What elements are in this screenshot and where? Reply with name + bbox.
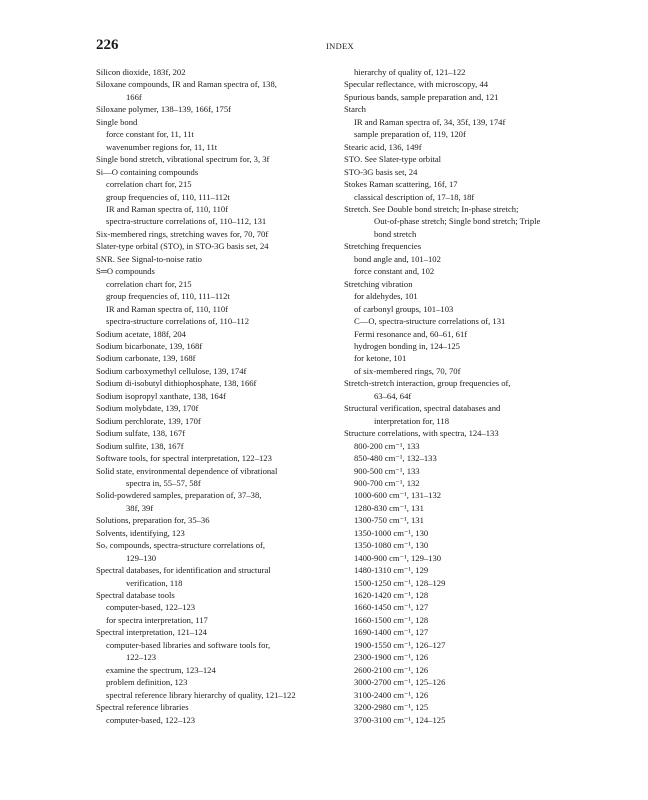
index-entry: spectra-structure correlations of, 110–112, 131 — [106, 216, 267, 227]
index-entry: Solid state, environmental dependence of vibrational — [96, 465, 278, 476]
index-entry: force constant for, 11, 11t — [106, 129, 194, 140]
index-entry: Stretch. See Double bond stretch; In-phase stretch; — [344, 203, 519, 214]
index-entry: 1900-1550 cm⁻¹, 126–127 — [354, 639, 446, 650]
index-entry: 1400-900 cm⁻¹, 129–130 — [354, 552, 442, 563]
index-entry: 63–64, 64f — [374, 390, 412, 401]
index-entry: Single bond — [96, 116, 138, 127]
index-entry: 1000-600 cm⁻¹, 131–132 — [354, 490, 442, 501]
index-entry: Stearic acid, 136, 149f — [344, 141, 422, 152]
index-entry: hierarchy of quality of, 121–122 — [354, 67, 466, 77]
index-entry: computer-based, 122–123 — [106, 714, 196, 725]
index-entry: Structure correlations, with spectra, 124–133 — [344, 428, 499, 439]
index-entry: 3100-2400 cm⁻¹, 126 — [354, 689, 429, 700]
index-entry: Siloxane polymer, 138–139, 166f, 175f — [96, 104, 231, 115]
index-entry: Soₓ compounds, spectra-structure correlations of, — [96, 540, 266, 551]
index-entry: interpretation for, 118 — [374, 415, 449, 426]
index-entry: 129–130 — [126, 552, 157, 563]
index-entry: Silicon dioxide, 183f, 202 — [96, 67, 186, 77]
index-entry: for ketone, 101 — [354, 353, 407, 364]
index-entry: Sodium di-isobutyl dithiophosphate, 138, 166f — [96, 378, 257, 389]
index-entry: 850-480 cm⁻¹, 132–133 — [354, 453, 437, 464]
index-entry: Spectral databases, for identification and structural — [96, 565, 271, 576]
index-entry: 1500-1250 cm⁻¹, 128–129 — [354, 577, 446, 588]
index-entry: for aldehydes, 101 — [354, 291, 418, 302]
index-entry: Sodium bicarbonate, 139, 168f — [96, 340, 203, 351]
index-entry: 1280-830 cm⁻¹, 131 — [354, 502, 424, 513]
index-entry: computer-based, 122–123 — [106, 602, 196, 613]
index-entry: S═O compounds — [96, 266, 155, 277]
index-entry: STO. See Slater-type orbital — [344, 154, 442, 165]
index-entry: group frequencies of, 110, 111–112t — [106, 191, 230, 202]
index-entry: Sodium molybdate, 139, 170f — [96, 403, 199, 414]
index-entry: 1350-1000 cm⁻¹, 130 — [354, 527, 429, 538]
index-entry: examine the spectrum, 123–124 — [106, 664, 216, 675]
index-entry: Sodium acetate, 188f, 204 — [96, 328, 186, 339]
index-entry: correlation chart for, 215 — [106, 278, 192, 289]
index-entry: force constant and, 102 — [354, 266, 435, 277]
index-entry: Specular reflectance, with microscopy, 44 — [344, 79, 489, 90]
index-entry: Single bond stretch, vibrational spectrum for, 3, 3f — [96, 154, 270, 165]
index-entry: Sodium sulfate, 138, 167f — [96, 428, 186, 439]
index-entry: Software tools, for spectral interpretation, 122–123 — [96, 453, 272, 464]
index-entry: 38f, 39f — [126, 502, 154, 513]
index-entry: Siloxane compounds, IR and Raman spectra of, 138, — [96, 79, 277, 90]
index-entry: Spurious bands, sample preparation and, 121 — [344, 91, 499, 102]
index-entry: Spectral reference libraries — [96, 702, 189, 713]
index-entry: Solvents, identifying, 123 — [96, 527, 185, 538]
index-entry: Sodium carboxymethyl cellulose, 139, 174f — [96, 365, 247, 376]
index-entry: C—O, spectra-structure correlations of, 131 — [354, 316, 506, 327]
index-entry: 3200-2980 cm⁻¹, 125 — [354, 702, 429, 713]
index-entry: group frequencies of, 110, 111–112t — [106, 291, 230, 302]
index-entry: verification, 118 — [126, 577, 183, 588]
index-entry: 1300-750 cm⁻¹, 131 — [354, 515, 424, 526]
index-entry: of six-membered rings, 70, 70f — [354, 365, 461, 376]
index-entry: 900-700 cm⁻¹, 132 — [354, 477, 420, 488]
index-entry: Sodium perchlorate, 139, 170f — [96, 415, 201, 426]
index-entry: Stretching vibration — [344, 278, 413, 289]
index-entry: 3700-3100 cm⁻¹, 124–125 — [354, 714, 446, 725]
index-entry: Stretching frequencies — [344, 241, 422, 252]
index-entry: spectra-structure correlations of, 110–112 — [106, 316, 250, 327]
index-entry: Sodium carbonate, 139, 168f — [96, 353, 196, 364]
index-entry: Sodium sulfite, 138, 167f — [96, 440, 184, 451]
index-entry: Stokes Raman scattering, 16f, 17 — [344, 179, 458, 190]
index-entry: classical description of, 17–18, 18f — [354, 191, 475, 202]
index-entry: spectra in, 55–57, 58f — [126, 477, 201, 488]
index-entry: bond angle and, 101–102 — [354, 253, 441, 264]
index-entry: Six-membered rings, stretching waves for, 70, 70f — [96, 228, 269, 239]
index-entry: spectral reference library hierarchy of quality, 121–122 — [106, 689, 296, 700]
index-column-right — [344, 66, 589, 726]
index-entry: Si—O containing compounds — [96, 166, 199, 177]
index-entry: 3000-2700 cm⁻¹, 125–126 — [354, 677, 446, 688]
index-entry: 900-500 cm⁻¹, 133 — [354, 465, 420, 476]
index-entry: 1350-1080 cm⁻¹, 130 — [354, 540, 429, 551]
index-entry: STO-3G basis set, 24 — [344, 166, 418, 177]
index-entry: Starch — [344, 104, 366, 115]
index-entry: 1690-1400 cm⁻¹, 127 — [354, 627, 429, 638]
index-entry: 166f — [126, 91, 142, 102]
index-column-left — [96, 66, 346, 726]
index-entry: IR and Raman spectra of, 110, 110f — [106, 203, 229, 214]
index-entry: 1620-1420 cm⁻¹, 128 — [354, 590, 429, 601]
index-entry: Sodium isopropyl xanthate, 138, 164f — [96, 390, 226, 401]
index-entry: 2600-2100 cm⁻¹, 126 — [354, 664, 429, 675]
index-entry: IR and Raman spectra of, 110, 110f — [106, 303, 229, 314]
index-entry: sample preparation of, 119, 120f — [354, 129, 466, 140]
index-entry: 122–123 — [126, 652, 157, 663]
index-entry: correlation chart for, 215 — [106, 179, 192, 190]
index-entry: Slater-type orbital (STO), in STO-3G basis set, 24 — [96, 241, 269, 252]
index-entry: Out-of-phase stretch; Single bond stretch; Triple — [374, 216, 541, 227]
index-entry: Spectral database tools — [96, 590, 175, 601]
index-entry: Fermi resonance and, 60–61, 61f — [354, 328, 468, 339]
index-entry: 1480-1310 cm⁻¹, 129 — [354, 565, 429, 576]
index-entry: Spectral interpretation, 121–124 — [96, 627, 207, 638]
index-entry: 1660-1450 cm⁻¹, 127 — [354, 602, 429, 613]
index-entry: wavenumber regions for, 11, 11t — [106, 141, 218, 152]
page-number: 226 — [96, 37, 119, 53]
index-entry: IR and Raman spectra of, 34, 35f, 139, 174f — [354, 116, 506, 127]
index-entry: 2300-1900 cm⁻¹, 126 — [354, 652, 429, 663]
index-entry: SNR. See Signal-to-noise ratio — [96, 253, 202, 264]
index-entry: 1660-1500 cm⁻¹, 128 — [354, 614, 429, 625]
index-entry: Structural verification, spectral databases and — [344, 403, 501, 414]
index-entry: 800-200 cm⁻¹, 133 — [354, 440, 420, 451]
index-entry: Solutions, preparation for, 35–36 — [96, 515, 210, 526]
index-entry: of carbonyl groups, 101–103 — [354, 303, 454, 314]
index-entry: bond stretch — [374, 228, 417, 239]
index-entry: hydrogen bonding in, 124–125 — [354, 340, 460, 351]
index-entry: Stretch-stretch interaction, group frequencies of, — [344, 378, 511, 389]
index-entry: computer-based libraries and software tools for, — [106, 639, 271, 650]
index-entry: Solid-powdered samples, preparation of, 37–38, — [96, 490, 262, 501]
index-entry: problem definition, 123 — [106, 677, 188, 688]
running-head: INDEX — [326, 41, 354, 51]
index-entry: for spectra interpretation, 117 — [106, 614, 208, 625]
